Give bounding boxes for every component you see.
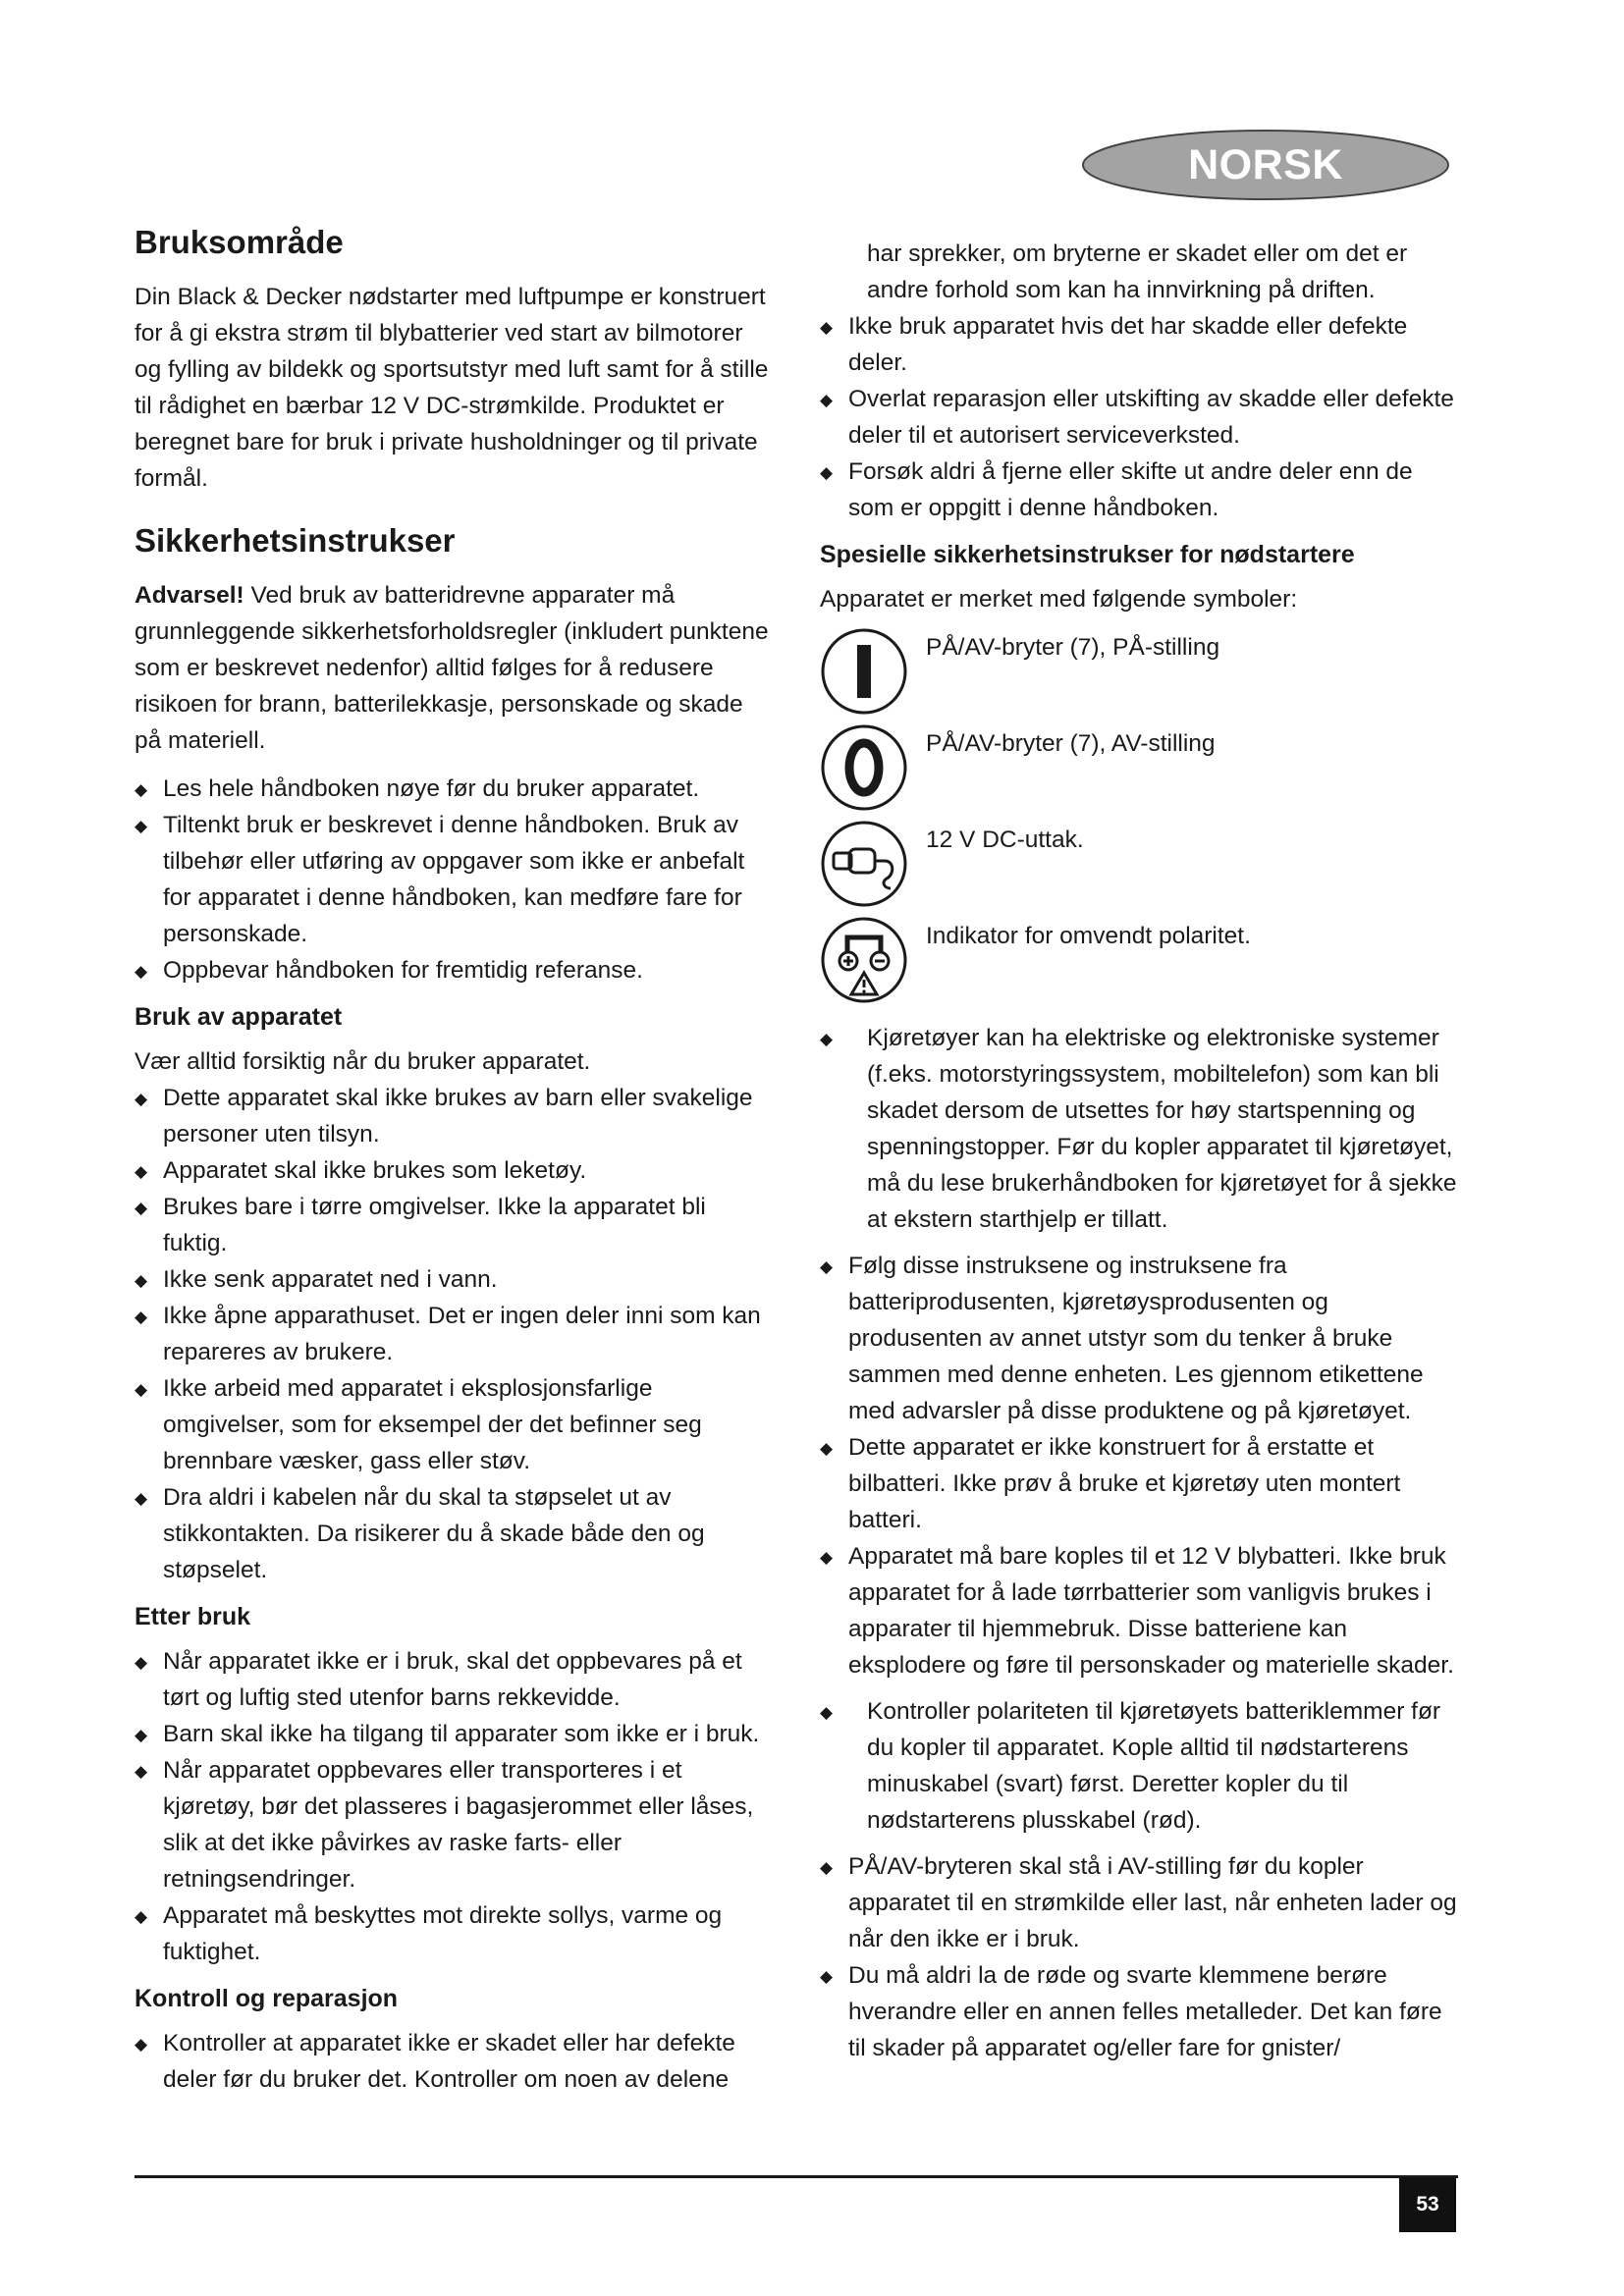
list-item: ◆ Ikke åpne apparathuset. Det er ingen deler inni som kan repareres av brukere.: [135, 1298, 773, 1370]
list-item: ◆ Oppbevar håndboken for fremtidig referanse.: [135, 952, 773, 988]
symbols-intro: Apparatet er merket med følgende symboler:: [820, 586, 1298, 613]
diamond-bullet-icon: ◆: [135, 1652, 148, 1672]
nodstarter-list: [820, 1020, 1458, 1238]
subsection-title-kontroll: Kontroll og reparasjon: [135, 1984, 399, 2012]
diamond-bullet-icon: ◆: [820, 1257, 834, 1276]
diamond-bullet-icon: ◆: [820, 318, 834, 337]
diamond-bullet-icon: ◆: [135, 779, 148, 799]
etter-list: [135, 1643, 773, 1970]
page-number: 53: [1399, 2177, 1456, 2232]
list-item: ◆ Følg disse instruksene og instruksene fra batteriprodusenten, kjøretøysprodusenten og produsenten av annet utstyr som du tenker å bruke sammen med denne enheten. Les gjennom etikettene med advarsler på disse produktene og på kjøretøyet.: [820, 1248, 1458, 1429]
warning-label: Advarsel!: [135, 581, 244, 609]
list-item: ◆ Dra aldri i kabelen når du skal ta støpselet ut av stikkontakten. Da risikerer du å skade både den og støpselet.: [135, 1479, 773, 1588]
diamond-bullet-icon: ◆: [135, 1307, 148, 1326]
diamond-bullet-icon: ◆: [820, 1858, 834, 1877]
diamond-bullet-icon: ◆: [135, 961, 148, 981]
list-item: ◆ Overlat reparasjon eller utskifting av skadde eller defekte deler til et autorisert serviceverksted.: [820, 381, 1458, 454]
left-column: [135, 224, 773, 2108]
nodstarter-list-end: [820, 1848, 1458, 2066]
language-label: NORSK: [1188, 140, 1343, 188]
power-on-icon: [820, 627, 908, 716]
list-item: ◆ Dette apparatet skal ikke brukes av barn eller svakelige personer uten tilsyn.: [135, 1080, 773, 1152]
language-tab: [1080, 128, 1451, 202]
diamond-bullet-icon: ◆: [135, 1725, 148, 1744]
diamond-bullet-icon: ◆: [820, 1439, 834, 1458]
list-item: ◆ Kontroller polariteten til kjøretøyets batteriklemmer før du kopler til apparatet. Kople alltid til nødstarterens minuskabel (svart) først. Deretter kopler du til nødstarterens plusskabel (rød).: [820, 1693, 1458, 1839]
reverse-polarity-icon: [820, 916, 908, 1004]
diamond-bullet-icon: ◆: [820, 1967, 834, 1986]
bruksomrade-text: Din Black & Decker nødstarter med luftpumpe er konstruert for å gi ekstra strøm til blybatterier ved start av bilmotorer og fylling av bildekk og sportsutstyr med luft samt for å stille til rådighet en bærbar 12 V DC-strømkilde. Produktet er beregnet bare for bruk i private husholdninger og til private formål.: [135, 283, 769, 492]
list-item: ◆ Kjøretøyer kan ha elektriske og elektroniske systemer (f.eks. motorstyringssystem, mobiltelefon) som kan bli skadet dersom de utsettes for høy startspenning og spenningstopper. Før du kopler apparatet til kjøretøyet, må du lese brukerhåndboken for kjøretøyet for å sjekke at ekstern starthjelp er tillatt.: [820, 1020, 1458, 1238]
diamond-bullet-icon: ◆: [135, 1198, 148, 1217]
diamond-bullet-icon: ◆: [820, 463, 834, 482]
diamond-bullet-icon: ◆: [135, 1379, 148, 1399]
diamond-bullet-icon: ◆: [820, 1548, 834, 1567]
symbol-row: [820, 820, 1458, 916]
footer-rule: [135, 2175, 1458, 2178]
diamond-bullet-icon: ◆: [135, 1089, 148, 1108]
list-item: ◆ Ikke bruk apparatet hvis det har skadde eller defekte deler.: [820, 308, 1458, 381]
list-item: ◆ Forsøk aldri å fjerne eller skifte ut andre deler enn de som er oppgitt i denne håndboken.: [820, 454, 1458, 526]
list-item: ◆ Les hele håndboken nøye før du bruker apparatet.: [135, 771, 773, 807]
list-item: ◆ Du må aldri la de røde og svarte klemmene berøre hverandre eller en annen felles metalleder. Det kan føre til skader på apparatet og/eller fare for gnister/: [820, 1957, 1458, 2066]
dc-outlet-icon: [820, 820, 908, 908]
symbol-text: PÅ/AV-bryter (7), PÅ-stilling: [926, 634, 1220, 661]
subsection-title-spesielle: Spesielle sikkerhetsinstrukser for nødstartere: [820, 541, 1355, 568]
list-item: ◆ Når apparatet ikke er i bruk, skal det oppbevares på et tørt og luftig sted utenfor barns rekkevidde.: [135, 1643, 773, 1716]
warning-paragraph: [135, 577, 773, 759]
diamond-bullet-icon: ◆: [135, 1906, 148, 1926]
diamond-bullet-icon: ◆: [135, 1488, 148, 1508]
symbol-row: [820, 627, 1458, 723]
warning-text: Ved bruk av batteridrevne apparater må grunnleggende sikkerhetsforholdsregler (inkludert punktene som er beskrevet nedenfor) alltid følges for å redusere risikoen for brann, batterilekkasje, personskade og skade på materiell.: [135, 581, 769, 754]
subsection-title-etter: Etter bruk: [135, 1602, 251, 1630]
diamond-bullet-icon: ◆: [135, 1161, 148, 1181]
diamond-bullet-icon: ◆: [135, 1270, 148, 1290]
list-item: ◆ Apparatet skal ikke brukes som leketøy.: [135, 1152, 773, 1189]
diamond-bullet-icon: ◆: [820, 391, 834, 409]
list-item: ◆ Ikke arbeid med apparatet i eksplosjonsfarlige omgivelser, som for eksempel der det befinner seg brennbare væsker, gass eller støv.: [135, 1370, 773, 1479]
list-item: ◆ PÅ/AV-bryteren skal stå i AV-stilling før du kopler apparatet til en strømkilde eller last, når enheten lader og når den ikke er i bruk.: [820, 1848, 1458, 1957]
symbol-row: [820, 723, 1458, 820]
list-item: ◆ Apparatet må bare koples til et 12 V blybatteri. Ikke bruk apparatet for å lade tørrbatterier som vanligvis brukes i apparater til hjemmebruk. Disse batteriene kan eksplodere og føre til personskader og materielle skader.: [820, 1538, 1458, 1683]
diamond-bullet-icon: ◆: [820, 1703, 834, 1722]
section-title-bruksomrade: Bruksområde: [135, 224, 344, 260]
list-item: ◆ Brukes bare i tørre omgivelser. Ikke la apparatet bli fuktig.: [135, 1189, 773, 1261]
sikkerhet-list: [135, 771, 773, 988]
nodstarter-list-polarity: [820, 1693, 1458, 1839]
diamond-bullet-icon: ◆: [135, 1761, 148, 1781]
list-item: ◆ Barn skal ikke ha tilgang til apparater som ikke er i bruk.: [135, 1716, 773, 1752]
kontroll-list: [135, 2025, 773, 2098]
power-off-icon: [820, 723, 908, 812]
subsection-title-bruk: Bruk av apparatet: [135, 1002, 343, 1031]
diamond-bullet-icon: ◆: [820, 1030, 834, 1048]
nodstarter-list-cont: [820, 1248, 1458, 1683]
symbol-row: [820, 916, 1458, 1012]
list-item: ◆ Tiltenkt bruk er beskrevet i denne håndboken. Bruk av tilbehør eller utføring av oppgaver som ikke er anbefalt for apparatet i denne håndboken, kan medføre fare for personskade.: [135, 807, 773, 952]
section-title-sikkerhet: Sikkerhetsinstrukser: [135, 521, 456, 559]
list-item: ◆ Dette apparatet er ikke konstruert for å erstatte et bilbatteri. Ikke prøv å bruke et kjøretøy uten montert batteri.: [820, 1429, 1458, 1538]
right-column: [820, 236, 1458, 2076]
diamond-bullet-icon: ◆: [135, 816, 148, 835]
symbol-text: 12 V DC-uttak.: [926, 827, 1084, 853]
symbol-text: PÅ/AV-bryter (7), AV-stilling: [926, 730, 1216, 757]
reparasjon-list: [820, 308, 1458, 526]
list-item: ◆ Kontroller at apparatet ikke er skadet eller har defekte deler før du bruker det. Kontroller om noen av delene: [135, 2025, 773, 2098]
list-item: ◆ Når apparatet oppbevares eller transporteres i et kjøretøy, bør det plasseres i bagasjerommet eller låses, slik at det ikke påvirkes av raske farts- eller retningsendringer.: [135, 1752, 773, 1897]
list-item: ◆ Apparatet må beskyttes mot direkte sollys, varme og fuktighet.: [135, 1897, 773, 1970]
symbol-text: Indikator for omvendt polaritet.: [926, 923, 1251, 949]
continuation-text: har sprekker, om bryterne er skadet eller om det er andre forhold som kan ha innvirkning på driften.: [867, 240, 1408, 303]
diamond-bullet-icon: ◆: [135, 2034, 148, 2054]
bruk-intro: Vær alltid forsiktig når du bruker apparatet.: [135, 1047, 591, 1075]
bruk-list: [135, 1080, 773, 1588]
list-item: ◆ Ikke senk apparatet ned i vann.: [135, 1261, 773, 1298]
